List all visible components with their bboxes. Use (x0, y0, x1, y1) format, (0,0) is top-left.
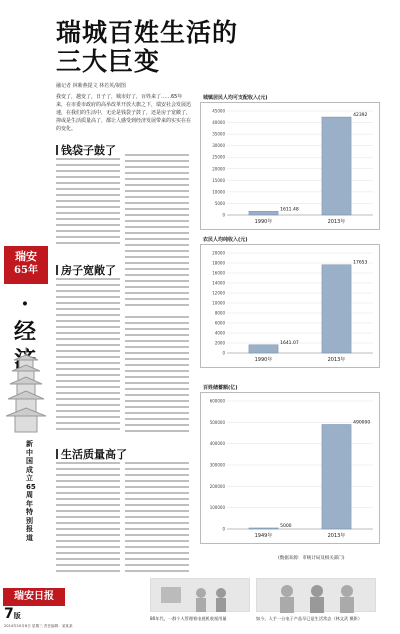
y-tick-label: 15000 (212, 177, 225, 183)
page-number-suffix: 版 (13, 612, 21, 620)
y-tick-label: 45000 (212, 108, 225, 114)
section-title-housing: 房子宽敞了 (56, 262, 116, 278)
data-label: 5000 (280, 523, 292, 529)
bar (322, 265, 351, 353)
article-title-line1: 瑞城百姓生活的 (56, 18, 239, 47)
y-tick-label: 40000 (212, 120, 225, 126)
y-tick-label: 400000 (209, 441, 225, 447)
section-title-wallet: 钱袋子鼓了 (56, 142, 116, 158)
y-tick-label: 6000 (214, 320, 225, 326)
bar (249, 345, 278, 353)
y-tick-label: 0 (222, 526, 225, 532)
newspaper-logo: 瑞安日报 (3, 588, 65, 606)
issue-meta: 2014年10月8日 星期三 责任编辑：某某某 (4, 624, 73, 628)
y-tick-label: 0 (222, 350, 225, 356)
y-tick-label: 300000 (209, 462, 225, 468)
byline: 融记者 林紫燕提文 林若英/制图 (56, 83, 126, 89)
page-number (4, 606, 21, 622)
y-tick-label: 200000 (209, 483, 225, 489)
y-tick-label: 600000 (209, 398, 225, 404)
y-tick-label: 8000 (214, 310, 225, 316)
x-tick-label: 2013年 (327, 219, 346, 225)
y-tick-label: 20000 (212, 250, 225, 256)
chart-source-caption: (数据来源：市统计局及相关部门) (278, 556, 345, 561)
y-tick-label: 10000 (212, 189, 225, 195)
tv-scene-icon (151, 579, 251, 613)
section-word-char1: 经 (13, 319, 36, 345)
seal-line2: 65年 (14, 265, 38, 276)
y-tick-label: 25000 (212, 154, 225, 160)
chart1-title: 城镇居民人均可支配收入(元) (203, 95, 268, 101)
vertical-title: 新中国成立65周年特别报道 (26, 440, 36, 542)
y-tick-label: 2000 (214, 340, 225, 346)
x-tick-label: 1990年 (254, 219, 273, 225)
y-tick-label: 18000 (212, 260, 225, 266)
seal-line1: 瑞安 (15, 250, 37, 263)
data-label: 17653 (353, 260, 368, 266)
photo2-caption: 如今，人手一台电子产品早已是生活常态（林文武 摄影） (256, 616, 363, 621)
article-title (56, 18, 238, 76)
y-tick-label: 14000 (212, 280, 225, 286)
data-label: 42392 (353, 113, 368, 119)
article-title-line2: 三大巨变 (56, 47, 161, 76)
data-label: 1611.48 (280, 207, 299, 213)
chart-savings (200, 392, 380, 544)
body-text-column (125, 462, 189, 572)
y-tick-label: 100000 (209, 505, 225, 511)
page-number-value: 7 (4, 606, 14, 622)
photo1-caption: 80年代，一群个人管理着电视机收视用量 (150, 616, 227, 621)
x-tick-label: 2013年 (327, 357, 346, 363)
lead-paragraph: 我变了，越变了，日子了，城市好了，百姓来了……65年来，在市委市政府的高举改革开放大旗之下，瑞安社会发展迅速，在我们的生活中，无论是钱袋子鼓了，还是房子宽敞了，抑或是生活质量高了，都让人感受到经济发展带来的实实在在的变化。 (56, 94, 192, 132)
section-title-quality: 生活质量高了 (56, 446, 127, 462)
x-tick-label: 2013年 (327, 533, 346, 539)
section-dot: · (21, 291, 29, 317)
bar (322, 424, 351, 529)
y-tick-label: 30000 (212, 143, 225, 149)
chart-rural-income (200, 244, 380, 368)
x-tick-label: 1949年 (254, 533, 273, 539)
bar (249, 528, 278, 529)
body-text-column (125, 316, 189, 434)
y-tick-label: 0 (222, 212, 225, 218)
y-tick-label: 10000 (212, 300, 225, 306)
bar (249, 211, 278, 215)
body-text-column (56, 278, 120, 433)
body-text-column (56, 158, 120, 248)
anniversary-seal (4, 246, 48, 284)
body-text-column (56, 462, 120, 572)
chart2-title: 农民人均纯收入(元) (203, 237, 248, 243)
bar (322, 117, 351, 215)
y-tick-label: 4000 (214, 330, 225, 336)
phone-scene-icon (257, 579, 377, 613)
body-text-column (125, 154, 189, 309)
chart3-title: 百姓储蓄额(亿) (203, 385, 238, 391)
pagoda-icon (6, 346, 46, 436)
x-tick-label: 1990年 (254, 357, 273, 363)
y-tick-label: 12000 (212, 290, 225, 296)
historic-photo (150, 578, 250, 612)
data-label: 1641.07 (280, 340, 299, 346)
y-tick-label: 20000 (212, 166, 225, 172)
y-tick-label: 5000 (214, 200, 225, 206)
chart-urban-income (200, 102, 380, 230)
y-tick-label: 16000 (212, 270, 225, 276)
data-label: 490000 (353, 420, 371, 426)
y-tick-label: 35000 (212, 131, 225, 137)
y-tick-label: 500000 (209, 419, 225, 425)
modern-photo (256, 578, 376, 612)
